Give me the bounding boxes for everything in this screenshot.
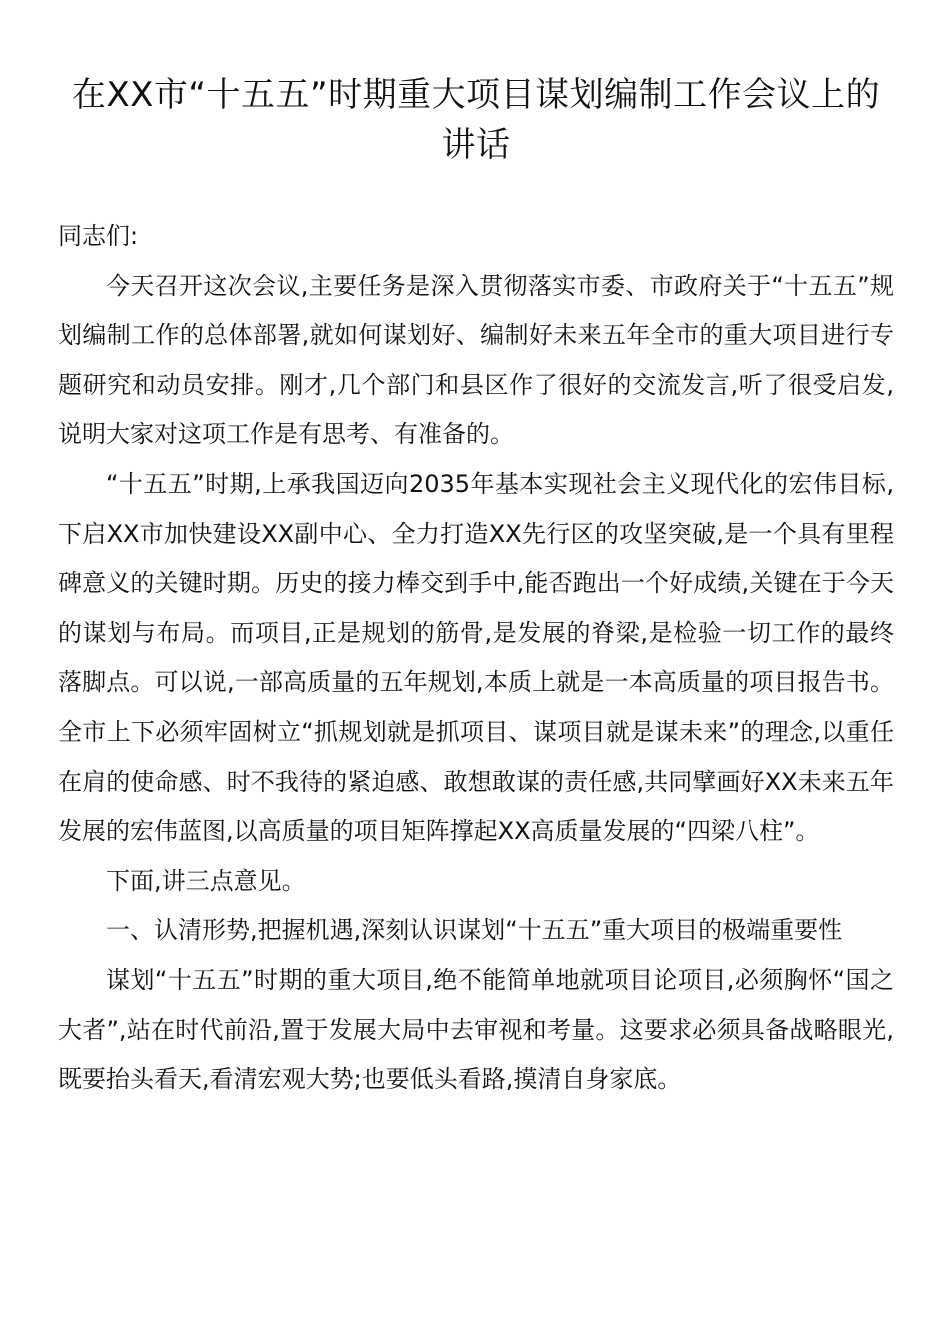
document-body [58, 212, 894, 1105]
document-title: 在XX市“十五五”时期重大项目谋划编制工作会议上的讲话 [71, 75, 881, 165]
paragraph-transition: 下面,讲三点意见。 [106, 866, 306, 895]
paragraph-background: “十五五”时期,上承我国迈向2035年基本实现社会主义现代化的宏伟目标,下启XX市加快建设XX副中心、全力打造XX先行区的攻坚突破,是一个具有里程碑意义的关键时期。历史的接力棒交到手中,能否跑出一个好成绩,关键在于今天的谋划与布局。而项目,正是规划的筋骨,是发展的脊梁,是检验一切工作的最终落脚点。可以说,一部高质量的五年规划,本质上就是一本高质量的项目报告书。全市上下必须牢固树立“抓规划就是抓项目、谋项目就是谋未来”的理念,以重任在肩的使命感、时不我待的紧迫感、敢想敢谋的责任感,共同擘画好XX未来五年发展的宏伟蓝图,以高质量的项目矩阵撑起XX高质量发展的“四梁八柱”。 [58, 469, 894, 846]
section-heading-1: 一、认清形势,把握机遇,深刻认识谋划“十五五”重大项目的极端重要性 [106, 916, 843, 945]
paragraph-opening: 今天召开这次会议,主要任务是深入贯彻落实市委、市政府关于“十五五”规划编制工作的总体部署,就如何谋划好、编制好未来五年全市的重大项目进行专题研究和动员安排。刚才,几个部门和县区作了很好的交流发言,听了很受启发,说明大家对这项工作是有思考、有准备的。 [58, 271, 894, 449]
document-page [58, 0, 894, 1105]
paragraph-section-1: 谋划“十五五”时期的重大项目,绝不能简单地就项目论项目,必须胸怀“国之大者”,站在时代前沿,置于发展大局中去审视和考量。这要求必须具备战略眼光,既要抬头看天,看清宏观大势;也要低头看路,摸清自身家底。 [58, 965, 894, 1094]
salutation: 同志们: [58, 222, 139, 250]
